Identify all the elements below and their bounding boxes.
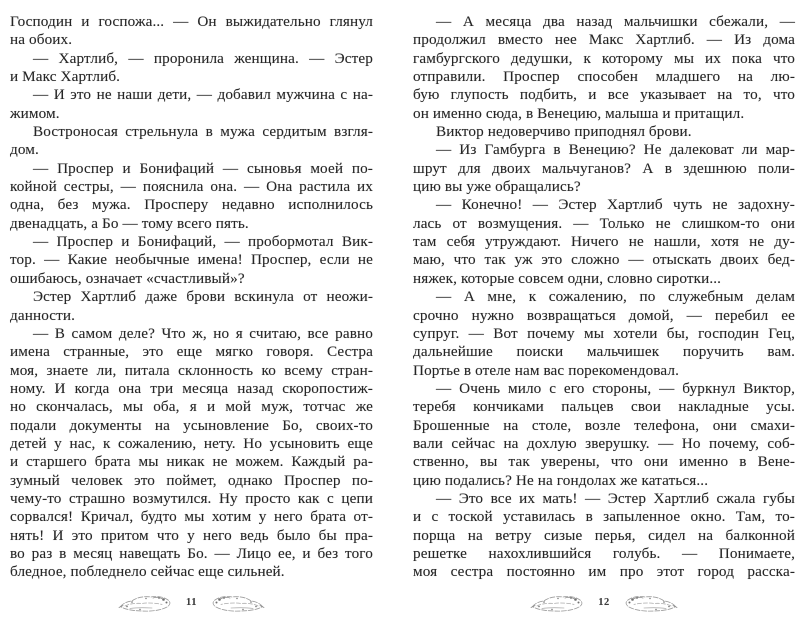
text-line: там себя утруждают. Ничего не нашли, хотя не ду- [413, 233, 795, 251]
text-line: сорвался! Кричал, будто мы хотим у него брата от- [10, 508, 373, 526]
page-footer [10, 593, 373, 613]
text-line: моя, знаете ли, питала склонность ко всему стран- [10, 361, 373, 379]
page-right [413, 13, 795, 613]
text-line: нять! И это притом что у него ведь было бы пра- [10, 526, 373, 544]
text-line: бую глупость подбить, и все указывает на то, что [413, 86, 795, 104]
text-line: цию вы уже обращались? [413, 178, 581, 196]
text-line: лась от возмущения. — Только не слишком-то они [413, 214, 795, 232]
text-line: койной сестры, — пояснила она. — Она растила их [10, 178, 373, 196]
text-line: — Из Гамбурга в Венецию? Не далековат ли мар- [436, 141, 795, 159]
text-line: цию подались? Не на гондолах же кататься... [413, 471, 709, 489]
text-line: детей у нас, к сожалению, нету. Но усыновить еще [10, 434, 373, 452]
text-line: моя сестра постоянно им про этот город расска- [413, 563, 795, 581]
text-line: порща на ветру сизые перья, сидел на балконной [413, 526, 795, 544]
text-line: — А месяца два назад мальчишки сбежали, — [436, 13, 795, 30]
text-line: Господин и госпожа... — Он выжидательно глянул [10, 13, 373, 30]
text-line: — А мне, к сожалению, по служебным делам [436, 288, 795, 306]
text-line: и старшего брата мы никак не можем. Каждый ра- [10, 453, 373, 471]
page-number: 11 [186, 597, 197, 609]
text-line: Эстер Хартлиб даже брови вскинула от неожи- [33, 288, 373, 306]
text-line: тор. — Какие необычные имена! Проспер, если не [10, 251, 373, 269]
text-line: няжек, которые совсем одни, словно сиротки... [413, 269, 722, 287]
venice-sketch-ornament-icon [210, 593, 265, 613]
text-line: ному. И когда она три месяца назад скоропостиж- [10, 379, 373, 397]
text-line: — Проспер и Бонифаций, — пробормотал Вик- [33, 233, 373, 251]
text-line: он именно сюда, в Венецию, малыша и притащил. [413, 104, 745, 122]
text-line: — Проспер и Бонифаций — сыновья моей по- [33, 159, 373, 177]
page-right-text [413, 13, 795, 582]
text-line: теребя кончиками пальцев свои накладные усы. [413, 398, 795, 416]
text-line: и с тоской уставилась в запыленное окно. Там, то- [413, 508, 795, 526]
text-line: дальнейшие поиски мальчишек поручить вам. [413, 343, 795, 361]
text-line: — Очень мило с его стороны, — буркнул Виктор, [436, 379, 795, 397]
text-line: — Это все их мать! — Эстер Хартлиб сжала губы [436, 489, 795, 507]
text-line: двенадцать, а Бо — тому всего пять. [10, 214, 249, 232]
text-line: вали сейчас на дохлую зверушку. — Но почему, соб- [413, 434, 795, 452]
text-line: — Хартлиб, — проронила женщина. — Эстер [33, 49, 373, 67]
text-line: срочно нужно возвращаться домой, — перебил ее [413, 306, 795, 324]
text-line: маю, что так уж это сложно — отыскать двоих бед- [413, 251, 795, 269]
text-line: но скончалась, мы оба, я и мой муж, тотчас же [10, 398, 373, 416]
page-left-text [10, 13, 373, 582]
text-line: решетке нахохлившийся голубь. — Понимаете, [413, 544, 795, 562]
page-left [10, 13, 373, 613]
text-line: дом. [10, 141, 39, 159]
text-line: бледное, побледнело сейчас еще сильней. [10, 563, 285, 581]
text-line: жимом. [10, 104, 60, 122]
text-line: супруг. — Вот почему мы хотели бы, господин Гец, [413, 324, 795, 342]
text-line: на обоих. [10, 31, 73, 49]
text-line: зумный человек это поймет, однако Проспер по- [10, 471, 373, 489]
text-line: шрут для двоих мальчуганов? А в здешнюю поли- [413, 159, 795, 177]
text-line: Виктор недоверчиво приподнял брови. [436, 123, 692, 141]
text-line: Востроносая стрельнула в мужа сердитым взгля- [33, 123, 373, 141]
text-line: чему-то страшно возмутился. Ну просто как с цепи [10, 489, 373, 507]
text-line: одна, без мужа. Просперу недавно исполнилось [10, 196, 373, 214]
text-line: — И это не наши дети, — добавил мужчина с на- [33, 86, 373, 104]
text-line: — Конечно! — Эстер Хартлиб чуть не задохну- [436, 196, 795, 214]
text-line: Портье в отеле нам вас порекомендовал. [413, 361, 679, 379]
text-line: — В самом деле? Что ж, но я считаю, все равно [33, 324, 373, 342]
venice-sketch-ornament-icon [118, 593, 173, 613]
text-line: имена странные, это еще мягко говоря. Сестра [10, 343, 373, 361]
text-line: отправили. Проспер способен младшего на лю- [413, 68, 795, 86]
text-line: во раз в месяц навещать Бо. — Лицо ее, и без того [10, 544, 373, 562]
text-line: гамбургского дедушки, к которому мы их пока что [413, 49, 795, 67]
text-line: ошибаюсь, означает «счастливый»? [10, 269, 245, 287]
venice-sketch-ornament-icon [530, 593, 585, 613]
text-line: подали документы на усыновление Бо, своих-то [10, 416, 373, 434]
text-line: Брошенные на столе, возле телефона, они смахи- [413, 416, 795, 434]
page-footer [413, 593, 795, 613]
text-line: и Макс Хартлиб. [10, 68, 121, 86]
text-line: данности. [10, 306, 76, 324]
venice-sketch-ornament-icon [623, 593, 678, 613]
text-line: ственно, вы так уверены, что они именно в Вене- [413, 453, 795, 471]
page-number: 12 [598, 597, 610, 609]
text-line: продолжил вместо нее Макс Хартлиб. — Из дома [413, 31, 795, 49]
